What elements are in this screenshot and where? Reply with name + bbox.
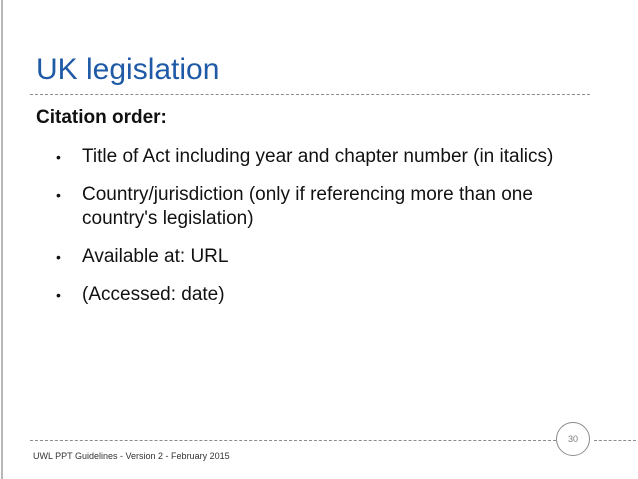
bullet-item-title-of-act bbox=[36, 145, 596, 169]
footer-text: UWL PPT Guidelines - Version 2 - February 2015 bbox=[33, 451, 230, 461]
citation-order-heading: Citation order: bbox=[36, 107, 167, 128]
bullet-text: (Accessed: date) bbox=[82, 284, 225, 305]
slide-left-border bbox=[1, 0, 3, 479]
bullet-icon: • bbox=[56, 287, 61, 303]
slide-title: UK legislation bbox=[36, 53, 220, 86]
footer-divider-left bbox=[30, 440, 556, 441]
bullet-text: Country/jurisdiction (only if referencing more than one country's legislation) bbox=[82, 184, 533, 229]
bullet-icon: • bbox=[56, 187, 61, 203]
bullet-icon: • bbox=[56, 149, 61, 165]
bullet-icon: • bbox=[56, 249, 61, 265]
title-divider bbox=[30, 94, 590, 95]
bullet-item-country bbox=[36, 183, 596, 231]
page-number-badge: 30 bbox=[556, 422, 590, 456]
bullet-list bbox=[36, 145, 596, 321]
bullet-text: Available at: URL bbox=[82, 246, 229, 267]
footer-divider-right bbox=[594, 440, 636, 441]
bullet-text: Title of Act including year and chapter number (in italics) bbox=[82, 146, 554, 167]
bullet-item-available-at bbox=[36, 245, 596, 269]
bullet-item-accessed bbox=[36, 283, 596, 307]
